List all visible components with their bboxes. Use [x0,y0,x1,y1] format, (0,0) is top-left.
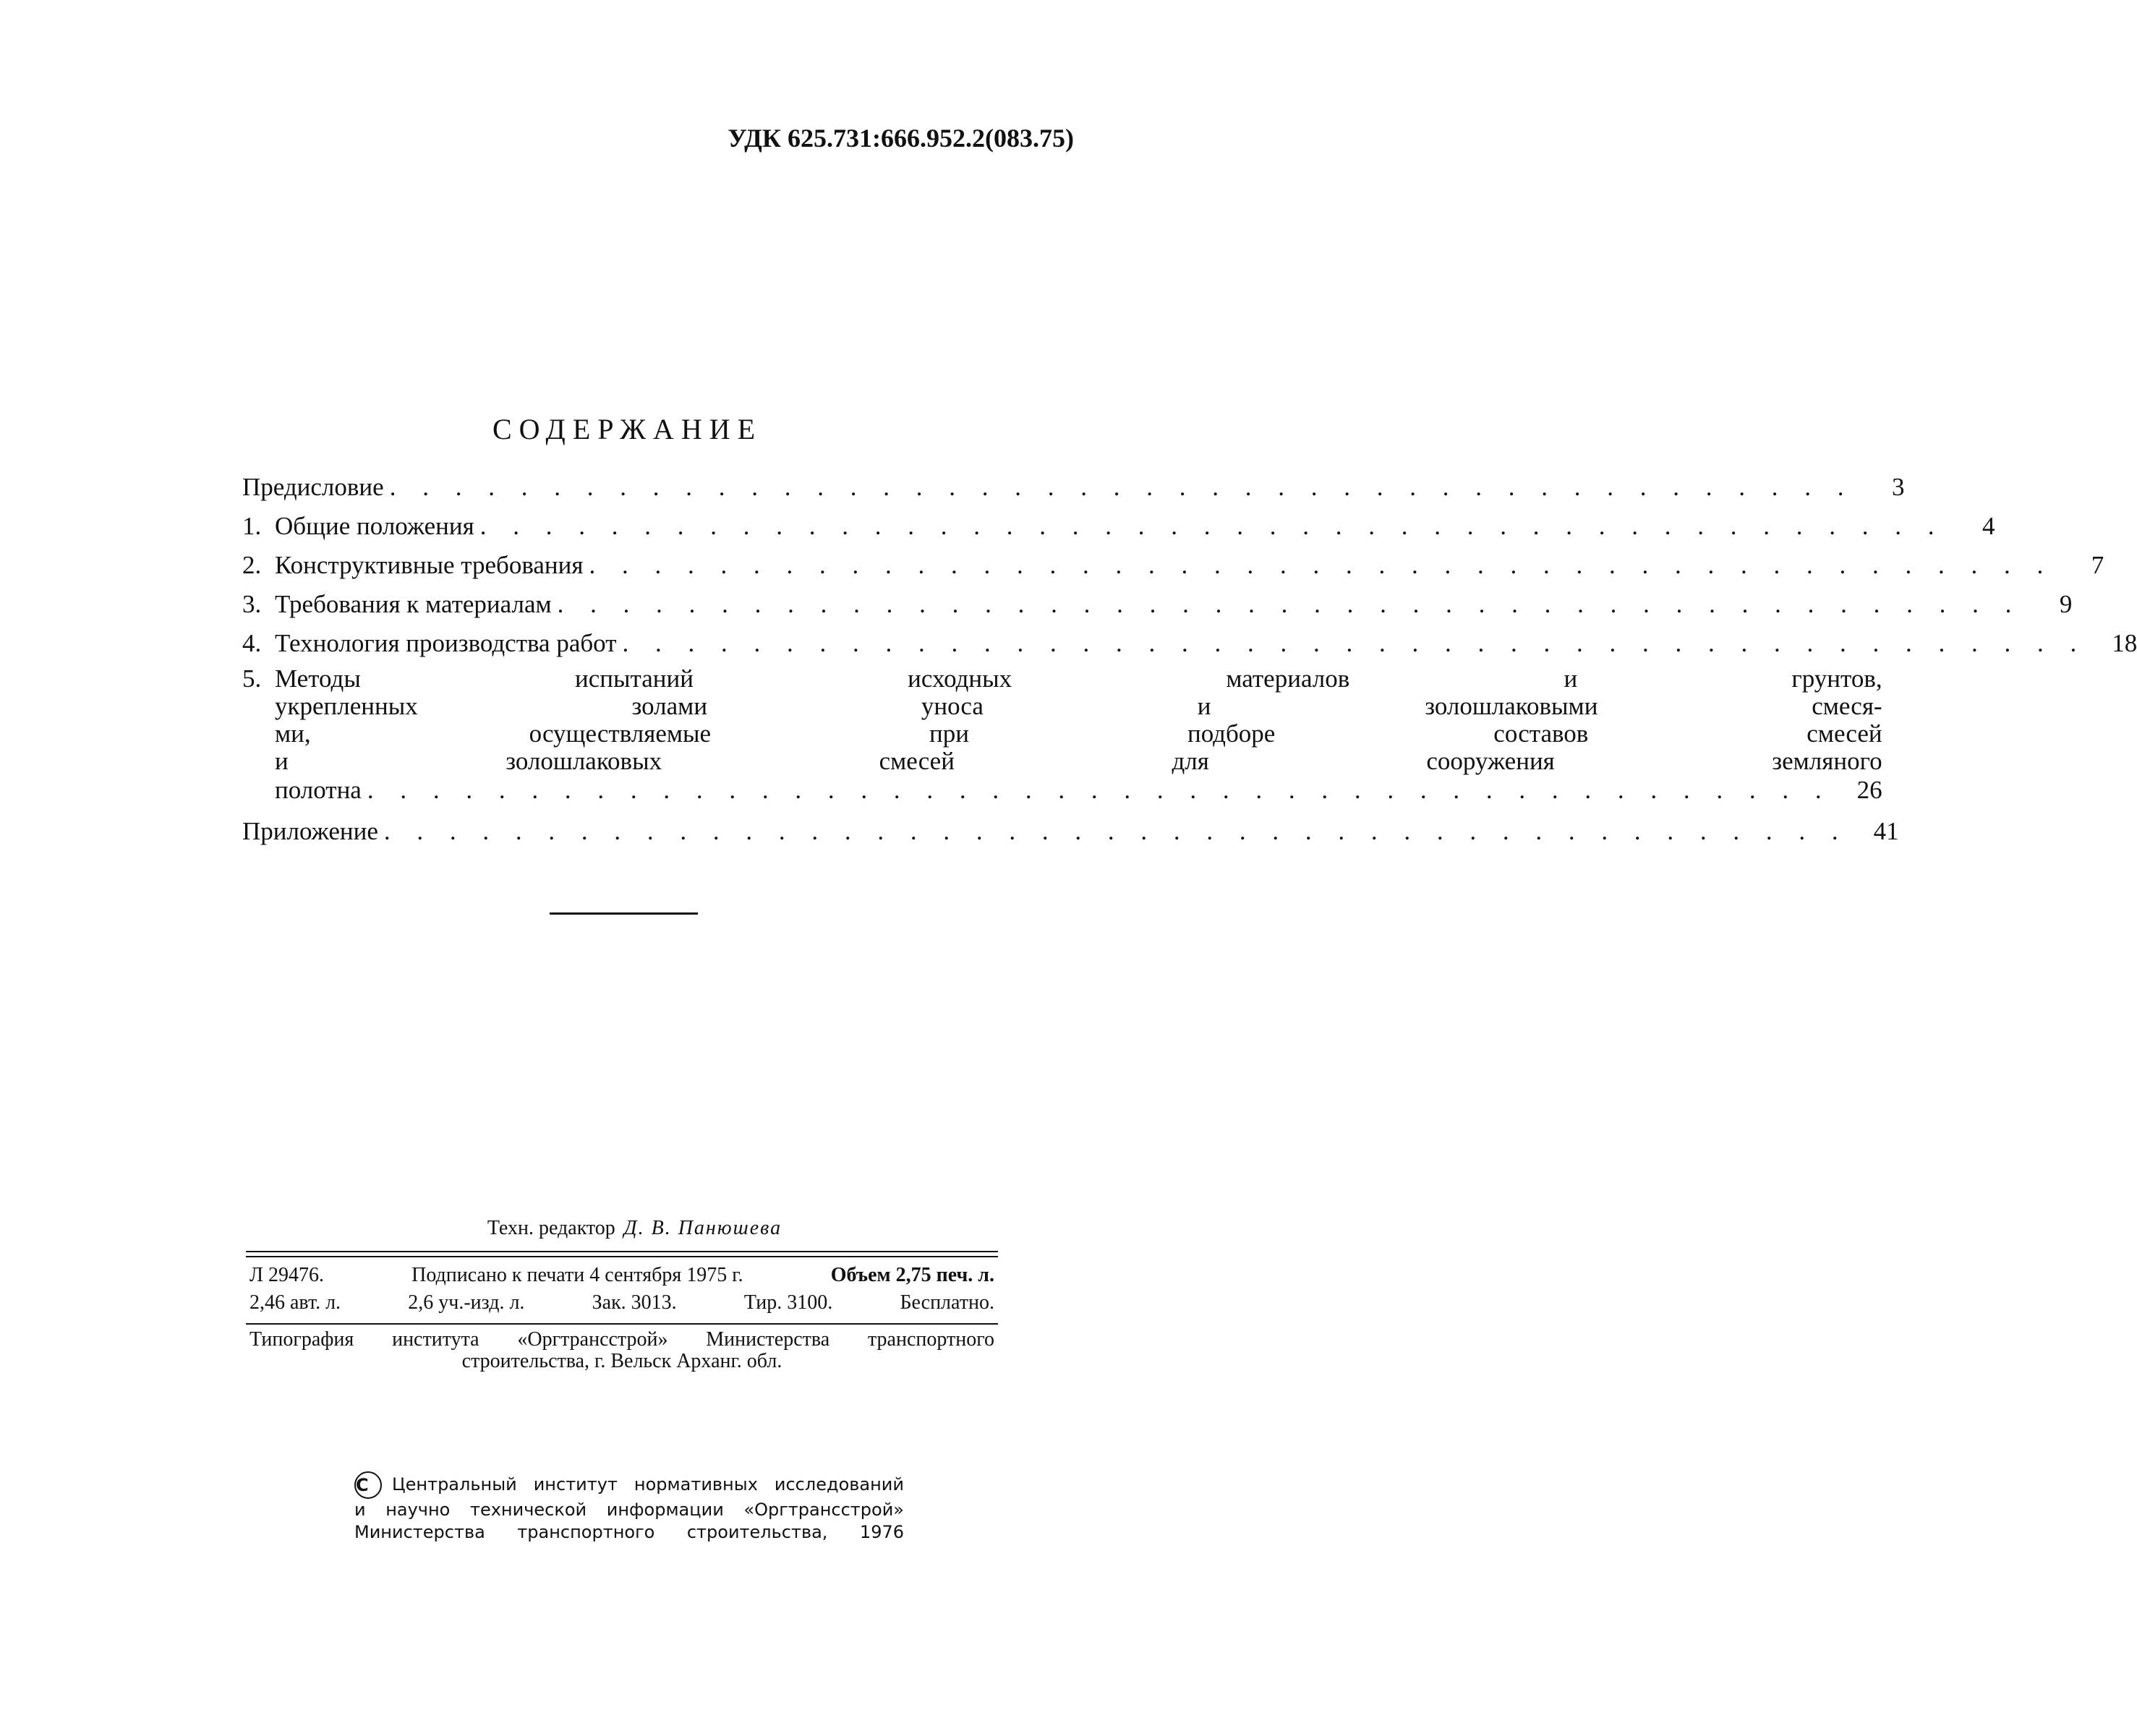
printer-line: Типография института «Оргтрансстрой» Министерства транспортного [249,1328,994,1351]
toc-entry-number: 4. [242,629,262,657]
copyright-line [354,1471,904,1499]
toc-entry-title: Технология производства работ [275,629,617,657]
toc-entry-page: 41 [1873,817,1899,845]
license-number: Л 29476. [249,1264,324,1286]
toc-dot-leader [623,629,2087,658]
toc-entry-appendix [242,807,1899,846]
copyright-text: Центральный институт нормативных исследований [392,1474,904,1495]
toc-dot-leader [367,775,1832,805]
toc-entry-1 [242,502,1995,541]
toc-entry-title: полотна [275,776,362,804]
toc-entry-page: 26 [1856,776,1882,804]
toc-entry-5 [242,664,1882,805]
toc-entry-title: Приложение [242,817,378,845]
copyright-icon: C [354,1471,382,1499]
toc-entry-title-line: Методы испытаний исходных материалов и грунтов, [275,664,1882,693]
udc-code: УДК 625.731:666.952.2(083.75) [728,124,1074,153]
toc-entry-2 [242,541,2104,580]
toc-dot-leader [480,512,1945,541]
toc-entry-title: Конструктивные требования [275,551,584,579]
printer-info [249,1329,994,1372]
print-volume: Объем 2,75 печ. л. [830,1264,994,1286]
toc-entry-title-line: ми, осуществляемые при подборе составов смесей [275,719,1882,748]
toc-dot-leader [589,551,2053,580]
toc-dot-leader [384,817,1848,846]
toc-entry-title-line: укрепленных золами уноса и золошлаковыми смеся- [275,692,1882,720]
imprint-rule [246,1251,998,1252]
publisher-sheets: 2,6 уч.-изд. л. [408,1291,525,1314]
signed-for-print: Подписано к печати 4 сентября 1975 г. [411,1264,743,1286]
order-number: Зак. 3013. [592,1291,677,1314]
toc-entry-page: 3 [1891,473,1905,501]
toc-entry-page: 7 [2091,551,2104,579]
toc-entry-number: 2. [242,551,262,579]
imprint-rule [246,1323,998,1325]
editor-name: Д. В. Панюшева [623,1217,782,1239]
toc-entry-title-line: и золошлаковых смесей для сооружения земляного [275,747,1882,775]
table-of-contents [242,463,2137,846]
toc-entry-3 [242,580,2073,619]
copyright-line: Министерства транспортного строительства, 1976 [354,1522,904,1542]
contents-heading: СОДЕРЖАНИЕ [492,413,763,445]
toc-entry-page: 9 [2059,590,2073,618]
copyright-line: и научно технической информации «Оргтрансстрой» [354,1500,904,1520]
section-divider [550,912,698,915]
toc-entry-number: 5. [242,664,262,693]
imprint-row-1 [249,1264,994,1287]
toc-entry-4 [242,619,2137,658]
technical-editor-line [0,1217,1211,1240]
toc-entry-title: Общие положения [275,512,474,540]
toc-entry-number: 3. [242,590,262,618]
copyright-notice [354,1471,904,1544]
printer-line: строительства, г. Вельск Арханг. обл. [461,1350,782,1372]
imprint-rule [246,1256,998,1257]
price: Бесплатно. [900,1291,994,1314]
print-run: Тир. 3100. [743,1291,833,1314]
toc-dot-leader [390,473,1854,502]
imprint-row-2 [249,1291,994,1314]
toc-dot-leader [558,590,2022,619]
toc-entry-title: Предисловие [242,473,384,501]
toc-entry-page: 4 [1982,512,1995,540]
toc-entry-preface [242,463,1905,502]
author-sheets: 2,46 авт. л. [249,1291,341,1314]
toc-entry-title: Требования к материалам [275,590,552,618]
editor-label: Техн. редактор [487,1217,615,1239]
toc-entry-page: 18 [2112,629,2137,657]
toc-entry-number: 1. [242,512,262,540]
